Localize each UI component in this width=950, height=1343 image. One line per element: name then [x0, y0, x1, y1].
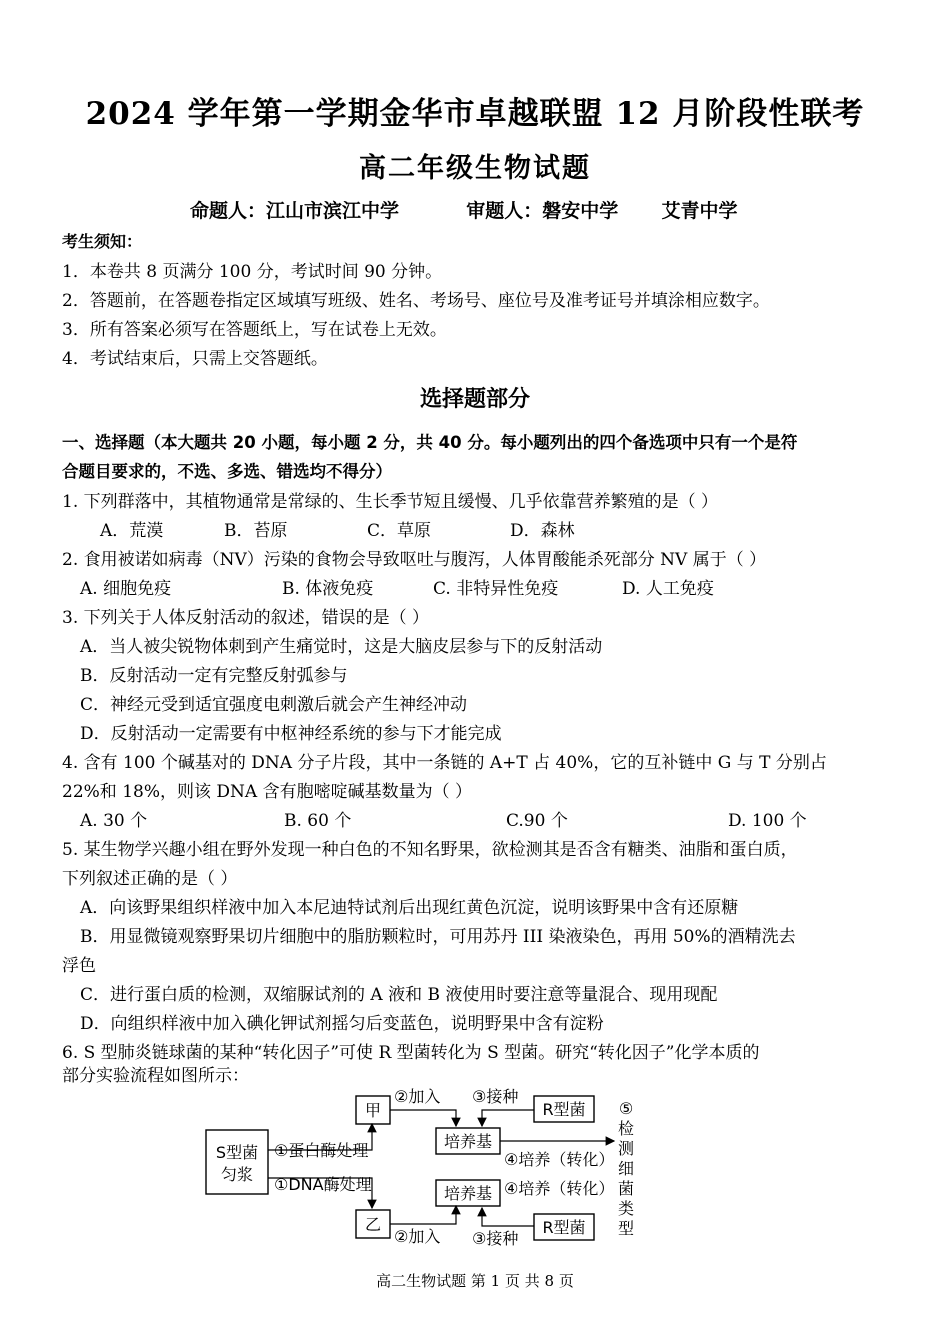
- culture-label-bottom: ④培养（转化）: [504, 1179, 615, 1198]
- transformation-flow-diagram: [200, 1082, 660, 1250]
- inoc-label-top: ③接种: [472, 1087, 519, 1106]
- q2-option-c: C. 非特异性免疫: [433, 579, 559, 599]
- q1-option-b: B．苔原: [224, 521, 288, 541]
- q4-stem-line1: 4. 含有 100 个碱基对的 DNA 分子片段，其中一条链的 A+T 占 40%，它的互补链中 G 与 T 分别占: [62, 753, 827, 773]
- detect-char: 型: [617, 1219, 635, 1238]
- reviewer-label: 审题人：磐安中学: [466, 200, 619, 222]
- exam-subtitle: 高二年级生物试题: [359, 153, 591, 184]
- section-title: 选择题部分: [419, 387, 530, 412]
- notice-item: 4．考试结束后，只需上交答题纸。: [62, 349, 328, 369]
- inoc-label-bottom: ③接种: [472, 1229, 519, 1248]
- detect-char: 测: [617, 1139, 635, 1158]
- part1-heading-line1: 一、选择题（本大题共 20 小题，每小题 2 分，共 40 分。每小题列出的四个备选项中只有一个是符: [62, 433, 798, 452]
- q3-option-c: C．神经元受到适宜强度电刺激后就会产生神经冲动: [80, 695, 468, 715]
- q1-option-a: A．荒漠: [100, 521, 164, 541]
- q6-stem-line2: 部分实验流程如图所示：: [62, 1066, 249, 1086]
- q3-stem: 3. 下列关于人体反射活动的叙述，错误的是（ ）: [62, 608, 430, 628]
- add-label-top: ②加入: [394, 1087, 441, 1106]
- part1-heading-line2: 合题目要求的，不选、多选、错选均不得分）: [62, 462, 392, 481]
- q5-option-d: D．向组织样液中加入碘化钾试剂摇匀后变蓝色，说明野果中含有淀粉: [80, 1014, 604, 1034]
- exam-title: 2024 学年第一学期金华市卓越联盟 12 月阶段性联考: [85, 96, 865, 132]
- q4-option-a: A. 30 个: [80, 811, 148, 831]
- q4-option-d: D. 100 个: [728, 811, 807, 831]
- add-arrow-top: [390, 1110, 456, 1126]
- q3-option-d: D．反射活动一定需要有中枢神经系统的参与下才能完成: [80, 724, 502, 744]
- treatment-dnase: ①DNA酶处理: [274, 1175, 372, 1194]
- inoc-arrow-top: [482, 1110, 534, 1126]
- notice-item: 3．所有答案必须写在答题纸上，写在试卷上无效。: [62, 320, 447, 340]
- add-label-bottom: ②加入: [394, 1227, 441, 1246]
- detect-char: 类: [617, 1199, 635, 1218]
- page-footer: 高二生物试题 第 1 页 共 8 页: [376, 1272, 574, 1290]
- medium-label-bottom: 培养基: [443, 1184, 493, 1203]
- q6-stem-line1: 6. S 型肺炎链球菌的某种“转化因子”可使 R 型菌转化为 S 型菌。研究“转化因子”化学本质的: [62, 1043, 760, 1063]
- q3-option-a: A．当人被尖锐物体刺到产生痛觉时，这是大脑皮层参与下的反射活动: [80, 637, 603, 657]
- tube-b-label: 乙: [364, 1215, 382, 1234]
- q5-option-b-line1: B．用显微镜观察野果切片细胞中的脂肪颗粒时，可用苏丹 III 染液染色，再用 50%的酒精洗去: [80, 927, 796, 947]
- reviewer-2: 艾青中学: [661, 200, 738, 222]
- medium-label-top: 培养基: [443, 1132, 493, 1151]
- source-label-1: S型菌: [215, 1143, 259, 1162]
- q5-stem-line2: 下列叙述正确的是（ ）: [62, 869, 238, 889]
- detect-char: 细: [617, 1159, 635, 1178]
- notice-item: 2．答题前，在答题卷指定区域填写班级、姓名、考场号、座位号及准考证号并填涂相应数字。: [62, 291, 770, 311]
- q3-option-b: B．反射活动一定有完整反射弧参与: [80, 666, 348, 686]
- r-label-top: R型菌: [542, 1100, 586, 1119]
- q2-stem: 2. 食用被诺如病毒（NV）污染的食物会导致呕吐与腹泻，人体胃酸能杀死部分 NV 属于（ ）: [62, 550, 767, 570]
- q1-option-d: D．森林: [510, 521, 575, 541]
- authors-line: [190, 196, 738, 223]
- q2-option-b: B. 体液免疫: [282, 579, 374, 599]
- source-box: [206, 1130, 268, 1194]
- q5-option-a: A．向该野果组织样液中加入本尼迪特试剂后出现红黄色沉淀，说明该野果中含有还原糖: [80, 898, 739, 918]
- q1-stem: 1. 下列群落中，其植物通常是常绿的、生长季节短且缓慢、几乎依靠营养繁殖的是（ ）: [62, 492, 719, 512]
- q4-option-c: C.90 个: [506, 811, 568, 831]
- detect-char: 菌: [617, 1179, 635, 1198]
- q5-option-c: C．进行蛋白质的检测，双缩脲试剂的 A 液和 B 液使用时要注意等量混合、现用现配: [80, 985, 718, 1005]
- q5-option-b-line2: 浮色: [62, 956, 96, 976]
- add-arrow-bottom: [390, 1206, 456, 1224]
- q4-stem-line2: 22%和 18%，则该 DNA 含有胞嘧啶碱基数量为（ ）: [62, 782, 472, 802]
- detect-char: 检: [617, 1119, 635, 1138]
- source-label-2: 匀浆: [220, 1165, 254, 1184]
- detect-char: ⑤: [618, 1099, 634, 1118]
- notice-heading: 考生须知：: [62, 232, 143, 251]
- culture-label-top: ④培养（转化）: [504, 1150, 615, 1169]
- notice-item: 1．本卷共 8 页满分 100 分，考试时间 90 分钟。: [62, 262, 443, 282]
- q2-option-a: A. 细胞免疫: [80, 579, 172, 599]
- tube-a-label: 甲: [364, 1101, 382, 1120]
- r-label-bottom: R型菌: [542, 1218, 586, 1237]
- q1-option-c: C．草原: [367, 521, 432, 541]
- q4-option-b: B. 60 个: [284, 811, 352, 831]
- q5-stem-line1: 5. 某生物学兴趣小组在野外发现一种白色的不知名野果，欲检测其是否含有糖类、油脂和蛋白质，: [62, 840, 798, 860]
- treatment-protease: ①蛋白酶处理: [274, 1141, 369, 1160]
- q2-option-d: D. 人工免疫: [622, 579, 714, 599]
- inoc-arrow-bottom: [482, 1208, 534, 1226]
- author-label: 命题人：江山市滨江中学: [190, 200, 400, 222]
